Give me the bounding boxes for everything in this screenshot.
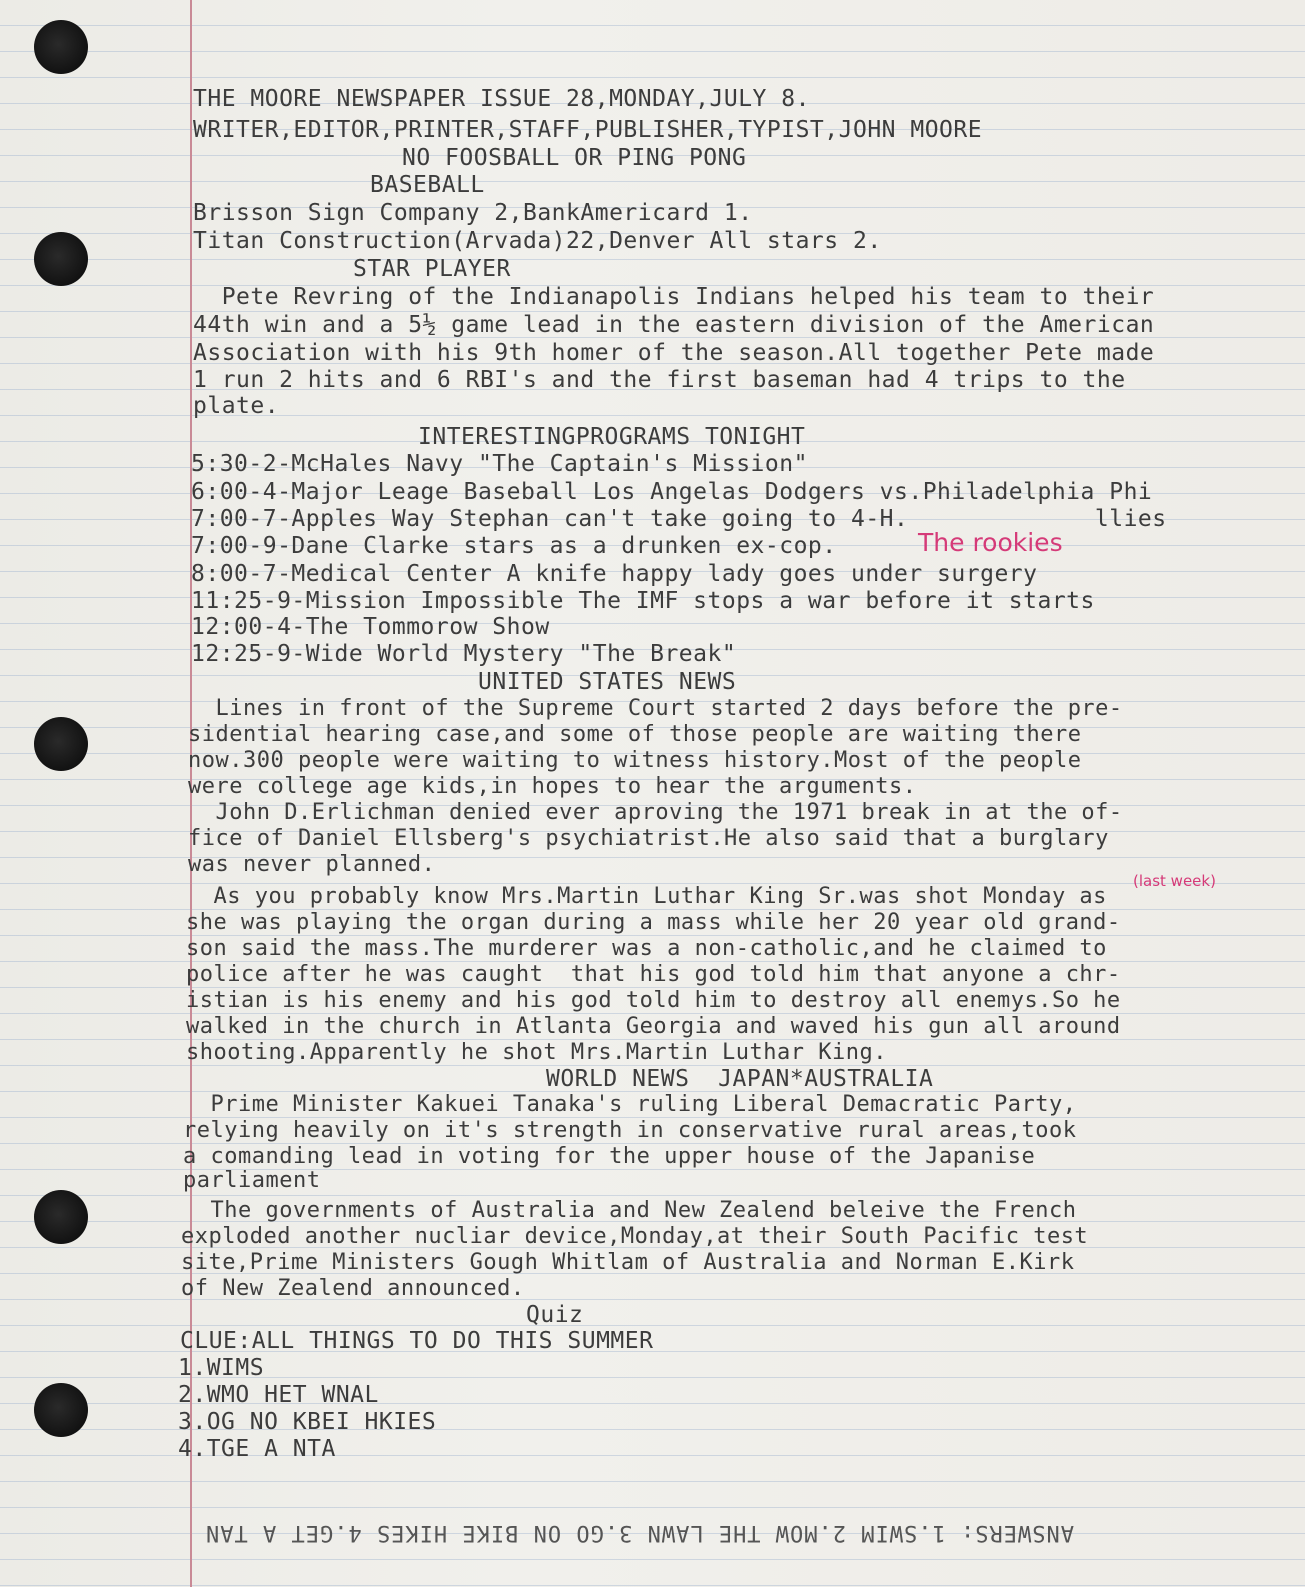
article-line: now.300 people were waiting to witness history.Most of the people [188, 748, 1082, 773]
article-line: of New Zealend announced. [181, 1276, 525, 1301]
article-line: a comanding lead in voting for the upper house of the Japanise [183, 1144, 1036, 1169]
program-listing: 6:00-4-Major Leage Baseball Los Angelas Dodgers vs.Philadelphia Phi [191, 479, 1153, 505]
quiz-clue: CLUE:ALL THINGS TO DO THIS SUMMER [180, 1328, 654, 1354]
baseball-score: Titan Construction(Arvada)22,Denver All stars 2. [193, 228, 882, 254]
article-line: plate. [193, 393, 280, 419]
quiz-answers-upside-down: ANSWERS: 1.SWIM 2.MOW THE LAWN 3.GO ON BIKE HIKES 4.GET A TAN [205, 1520, 1074, 1545]
program-listing: 12:25-9-Wide World Mystery "The Break" [191, 641, 737, 667]
article-line: Pete Revring of the Indianapolis Indians helped his team to their [193, 284, 1155, 310]
article-line: John D.Erlichman denied ever aproving the 1971 break in at the of- [188, 800, 1123, 825]
program-listing: 12:00-4-The Tommorow Show [191, 614, 550, 640]
binder-hole [34, 232, 88, 286]
program-listing: 8:00-7-Medical Center A knife happy lady goes under surgery [191, 561, 1038, 587]
article-line: shooting.Apparently he shot Mrs.Martin Luthar King. [186, 1040, 888, 1065]
article-line: As you probably know Mrs.Martin Luthar King Sr.was shot Monday as [186, 884, 1107, 909]
masthead-credits: WRITER,EDITOR,PRINTER,STAFF,PUBLISHER,TYPIST,JOHN MOORE [193, 117, 983, 143]
section-heading-quiz: Quiz [526, 1302, 584, 1328]
handwritten-annotation: The rookies [918, 528, 1063, 557]
article-line: site,Prime Ministers Gough Whitlam of Australia and Norman E.Kirk [181, 1250, 1075, 1275]
article-line: son said the mass.The murderer was a non-catholic,and he claimed to [186, 936, 1107, 961]
masthead-tagline: NO FOOSBALL OR PING PONG [402, 145, 747, 171]
article-line: police after he was caught that his god told him that anyone a chr- [186, 962, 1121, 987]
quiz-item: 1.WIMS [178, 1355, 265, 1381]
article-line: 1 run 2 hits and 6 RBI's and the first baseman had 4 trips to the [193, 367, 1126, 393]
binder-hole [34, 717, 88, 771]
program-listing: 5:30-2-McHales Navy "The Captain's Mission" [191, 451, 808, 477]
article-line: she was playing the organ during a mass while her 20 year old grand- [186, 910, 1121, 935]
article-line: was never planned. [188, 852, 436, 877]
handwritten-annotation: (last week) [1133, 872, 1216, 890]
quiz-item: 4.TGE A NTA [178, 1436, 336, 1462]
article-line: exploded another nucliar device,Monday,at their South Pacific test [181, 1224, 1089, 1249]
program-listing: 11:25-9-Mission Impossible The IMF stops a war before it starts [191, 588, 1095, 614]
article-line: 44th win and a 5½ game lead in the eastern division of the American [193, 312, 1155, 338]
section-heading-world-news: WORLD NEWS JAPAN*AUSTRALIA [546, 1066, 934, 1092]
article-line: parliament [183, 1168, 321, 1193]
section-heading-us-news: UNITED STATES NEWS [478, 669, 737, 695]
article-line: were college age kids,in hopes to hear the arguments. [188, 774, 917, 799]
article-line: sidential hearing case,and some of those people are waiting there [188, 722, 1082, 747]
article-line: Association with his 9th homer of the season.All together Pete made [193, 340, 1155, 366]
program-listing: 7:00-7-Apples Way Stephan can't take going to 4-H. llies [191, 506, 1167, 532]
article-line: The governments of Australia and New Zealend beleive the French [183, 1198, 1077, 1223]
quiz-item: 2.WMO HET WNAL [178, 1382, 379, 1408]
section-heading-programs: INTERESTINGPROGRAMS TONIGHT [418, 424, 806, 450]
program-listing: 7:00-9-Dane Clarke stars as a drunken ex-cop. [191, 533, 837, 559]
binder-hole [34, 1190, 88, 1244]
binder-hole [34, 20, 88, 74]
article-line: walked in the church in Atlanta Georgia and waved his gun all around [186, 1014, 1121, 1039]
article-line: Lines in front of the Supreme Court started 2 days before the pre- [188, 696, 1123, 721]
binder-hole [34, 1383, 88, 1437]
quiz-item: 3.OG NO KBEI HKIES [178, 1409, 437, 1435]
baseball-score: Brisson Sign Company 2,BankAmericard 1. [193, 200, 753, 226]
article-line: istian is his enemy and his god told him to destroy all enemys.So he [186, 988, 1121, 1013]
section-heading-star-player: STAR PLAYER [353, 256, 511, 282]
article-line: Prime Minister Kakuei Tanaka's ruling Liberal Demacratic Party, [183, 1092, 1077, 1117]
section-heading-baseball: BASEBALL [370, 172, 485, 198]
article-line: fice of Daniel Ellsberg's psychiatrist.He also said that a burglary [188, 826, 1109, 851]
masthead-title: THE MOORE NEWSPAPER ISSUE 28,MONDAY,JULY 8. [193, 86, 810, 112]
article-line: relying heavily on it's strength in conservative rural areas,took [183, 1118, 1077, 1143]
